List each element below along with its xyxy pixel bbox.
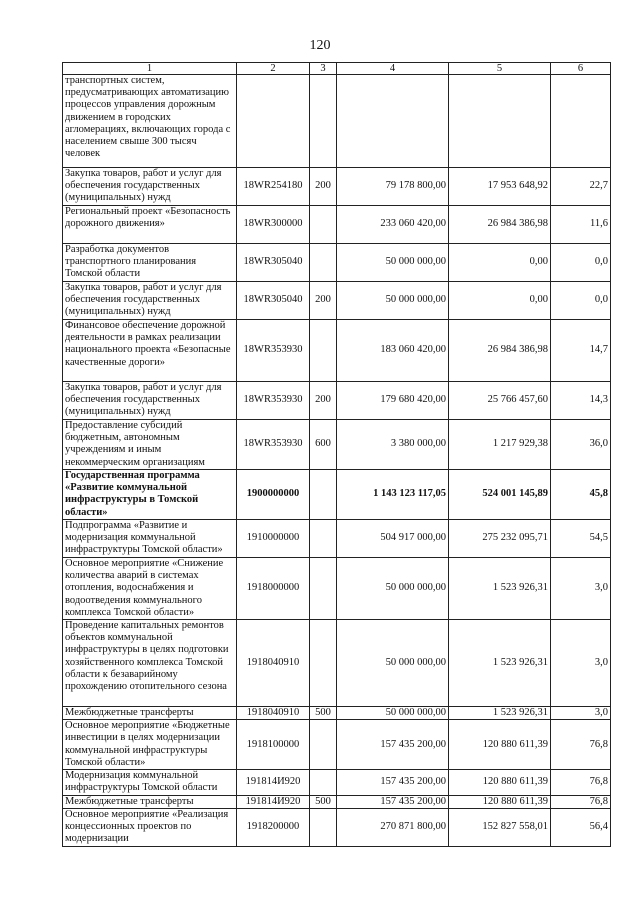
cell-executed-amount: 1 523 926,31 <box>449 707 551 720</box>
cell-target-code: 1910000000 <box>237 520 310 558</box>
budget-execution-table <box>62 62 611 847</box>
column-header: 1 <box>63 63 237 75</box>
cell-execution-percent: 14,7 <box>551 320 611 382</box>
table-row <box>63 244 611 282</box>
cell-target-code: 18WR300000 <box>237 206 310 244</box>
cell-name: транспортных систем, предусматривающих автоматизацию процессов управления дорожным движением в городских агломерациях, включающих города с населением свыше 300 тысяч человек <box>63 75 237 168</box>
cell-execution-percent: 3,0 <box>551 620 611 707</box>
column-header: 2 <box>237 63 310 75</box>
cell-expense-type <box>310 320 337 382</box>
cell-expense-type: 200 <box>310 282 337 320</box>
cell-name: Модернизация коммунальной инфраструктуры Томской области <box>63 770 237 795</box>
table-row <box>63 75 611 168</box>
cell-executed-amount: 26 984 386,98 <box>449 206 551 244</box>
cell-name: Подпрограмма «Развитие и модернизация коммунальной инфраструктуры Томской области» <box>63 520 237 558</box>
cell-target-code: 191814И920 <box>237 770 310 795</box>
cell-planned-amount: 79 178 800,00 <box>337 168 449 206</box>
cell-executed-amount: 0,00 <box>449 282 551 320</box>
cell-expense-type <box>310 720 337 770</box>
cell-expense-type <box>310 75 337 168</box>
cell-expense-type: 500 <box>310 795 337 808</box>
cell-executed-amount: 1 217 929,38 <box>449 420 551 470</box>
cell-execution-percent: 11,6 <box>551 206 611 244</box>
cell-execution-percent: 56,4 <box>551 808 611 846</box>
cell-execution-percent: 3,0 <box>551 558 611 620</box>
cell-executed-amount: 26 984 386,98 <box>449 320 551 382</box>
cell-expense-type <box>310 206 337 244</box>
cell-expense-type <box>310 244 337 282</box>
cell-expense-type <box>310 620 337 707</box>
cell-executed-amount: 17 953 648,92 <box>449 168 551 206</box>
cell-planned-amount: 270 871 800,00 <box>337 808 449 846</box>
cell-executed-amount: 25 766 457,60 <box>449 382 551 420</box>
table-row <box>63 520 611 558</box>
column-header: 6 <box>551 63 611 75</box>
cell-target-code: 18WR305040 <box>237 244 310 282</box>
table-row <box>63 382 611 420</box>
cell-executed-amount: 120 880 611,39 <box>449 795 551 808</box>
cell-execution-percent: 76,8 <box>551 795 611 808</box>
cell-executed-amount: 275 232 095,71 <box>449 520 551 558</box>
cell-name: Разработка документов транспортного планирования Томской области <box>63 244 237 282</box>
cell-executed-amount: 0,00 <box>449 244 551 282</box>
table-row <box>63 168 611 206</box>
cell-planned-amount: 50 000 000,00 <box>337 282 449 320</box>
cell-target-code: 191814И920 <box>237 795 310 808</box>
cell-planned-amount: 3 380 000,00 <box>337 420 449 470</box>
cell-executed-amount <box>449 75 551 168</box>
cell-planned-amount: 504 917 000,00 <box>337 520 449 558</box>
table-row <box>63 720 611 770</box>
cell-name: Межбюджетные трансферты <box>63 707 237 720</box>
cell-executed-amount: 524 001 145,89 <box>449 470 551 520</box>
cell-executed-amount: 120 880 611,39 <box>449 720 551 770</box>
cell-target-code: 18WR353930 <box>237 420 310 470</box>
cell-name: Основное мероприятие «Реализация концессионных проектов по модернизации <box>63 808 237 846</box>
cell-name: Основное мероприятие «Снижение количества аварий в системах отопления, водоснабжения и водоотведения коммунального комплекса Томской области» <box>63 558 237 620</box>
cell-target-code: 1918040910 <box>237 707 310 720</box>
cell-planned-amount: 183 060 420,00 <box>337 320 449 382</box>
column-header: 4 <box>337 63 449 75</box>
cell-expense-type <box>310 520 337 558</box>
table-body <box>63 75 611 847</box>
cell-planned-amount: 157 435 200,00 <box>337 770 449 795</box>
cell-executed-amount: 152 827 558,01 <box>449 808 551 846</box>
cell-expense-type <box>310 558 337 620</box>
cell-planned-amount: 157 435 200,00 <box>337 795 449 808</box>
cell-name: Государственная программа «Развитие коммунальной инфраструктуры в Томской области» <box>63 470 237 520</box>
cell-execution-percent: 3,0 <box>551 707 611 720</box>
table-row <box>63 808 611 846</box>
table-row <box>63 707 611 720</box>
cell-target-code: 18WR254180 <box>237 168 310 206</box>
cell-expense-type <box>310 808 337 846</box>
cell-name: Основное мероприятие «Бюджетные инвестиции в целях модернизации коммунальной инфраструктуры Томской области» <box>63 720 237 770</box>
column-header: 5 <box>449 63 551 75</box>
cell-target-code: 18WR353930 <box>237 382 310 420</box>
cell-target-code: 18WR305040 <box>237 282 310 320</box>
cell-execution-percent: 0,0 <box>551 282 611 320</box>
cell-planned-amount: 233 060 420,00 <box>337 206 449 244</box>
cell-name: Проведение капитальных ремонтов объектов коммунальной инфраструктуры в целях подготовки хозяйственного комплекса Томской области к безаварийному прохождению отопительного сезона <box>63 620 237 707</box>
cell-target-code: 1918000000 <box>237 558 310 620</box>
cell-target-code: 18WR353930 <box>237 320 310 382</box>
cell-target-code: 1918200000 <box>237 808 310 846</box>
cell-name: Межбюджетные трансферты <box>63 795 237 808</box>
table-row <box>63 282 611 320</box>
cell-planned-amount: 50 000 000,00 <box>337 707 449 720</box>
cell-execution-percent: 76,8 <box>551 770 611 795</box>
cell-execution-percent: 45,8 <box>551 470 611 520</box>
cell-name: Предоставление субсидий бюджетным, автономным учреждениям и иным некоммерческим организациям <box>63 420 237 470</box>
cell-planned-amount: 1 143 123 117,05 <box>337 470 449 520</box>
cell-expense-type: 500 <box>310 707 337 720</box>
cell-expense-type <box>310 470 337 520</box>
cell-name: Закупка товаров, работ и услуг для обеспечения государственных (муниципальных) нужд <box>63 282 237 320</box>
cell-executed-amount: 1 523 926,31 <box>449 620 551 707</box>
cell-execution-percent: 0,0 <box>551 244 611 282</box>
column-header: 3 <box>310 63 337 75</box>
cell-execution-percent: 76,8 <box>551 720 611 770</box>
table-row <box>63 620 611 707</box>
cell-target-code: 1918100000 <box>237 720 310 770</box>
cell-target-code: 1918040910 <box>237 620 310 707</box>
cell-execution-percent: 36,0 <box>551 420 611 470</box>
cell-name: Региональный проект «Безопасность дорожного движения» <box>63 206 237 244</box>
table-row <box>63 770 611 795</box>
cell-planned-amount: 50 000 000,00 <box>337 244 449 282</box>
cell-planned-amount: 179 680 420,00 <box>337 382 449 420</box>
table-row <box>63 206 611 244</box>
cell-target-code: 1900000000 <box>237 470 310 520</box>
cell-target-code <box>237 75 310 168</box>
cell-name: Закупка товаров, работ и услуг для обеспечения государственных (муниципальных) нужд <box>63 168 237 206</box>
cell-expense-type: 200 <box>310 168 337 206</box>
table-row <box>63 470 611 520</box>
cell-execution-percent <box>551 75 611 168</box>
cell-executed-amount: 1 523 926,31 <box>449 558 551 620</box>
table-row <box>63 795 611 808</box>
cell-expense-type <box>310 770 337 795</box>
cell-planned-amount: 50 000 000,00 <box>337 620 449 707</box>
cell-execution-percent: 14,3 <box>551 382 611 420</box>
cell-execution-percent: 22,7 <box>551 168 611 206</box>
cell-execution-percent: 54,5 <box>551 520 611 558</box>
cell-planned-amount: 157 435 200,00 <box>337 720 449 770</box>
table-row <box>63 558 611 620</box>
cell-expense-type: 600 <box>310 420 337 470</box>
table-header-row <box>63 63 611 75</box>
cell-name: Закупка товаров, работ и услуг для обеспечения государственных (муниципальных) нужд <box>63 382 237 420</box>
table-row <box>63 420 611 470</box>
cell-name: Финансовое обеспечение дорожной деятельности в рамках реализации национального проекта «Безопасные качественные дороги» <box>63 320 237 382</box>
cell-executed-amount: 120 880 611,39 <box>449 770 551 795</box>
table-row <box>63 320 611 382</box>
cell-planned-amount: 50 000 000,00 <box>337 558 449 620</box>
cell-expense-type: 200 <box>310 382 337 420</box>
cell-planned-amount <box>337 75 449 168</box>
page-number: 120 <box>309 38 331 53</box>
